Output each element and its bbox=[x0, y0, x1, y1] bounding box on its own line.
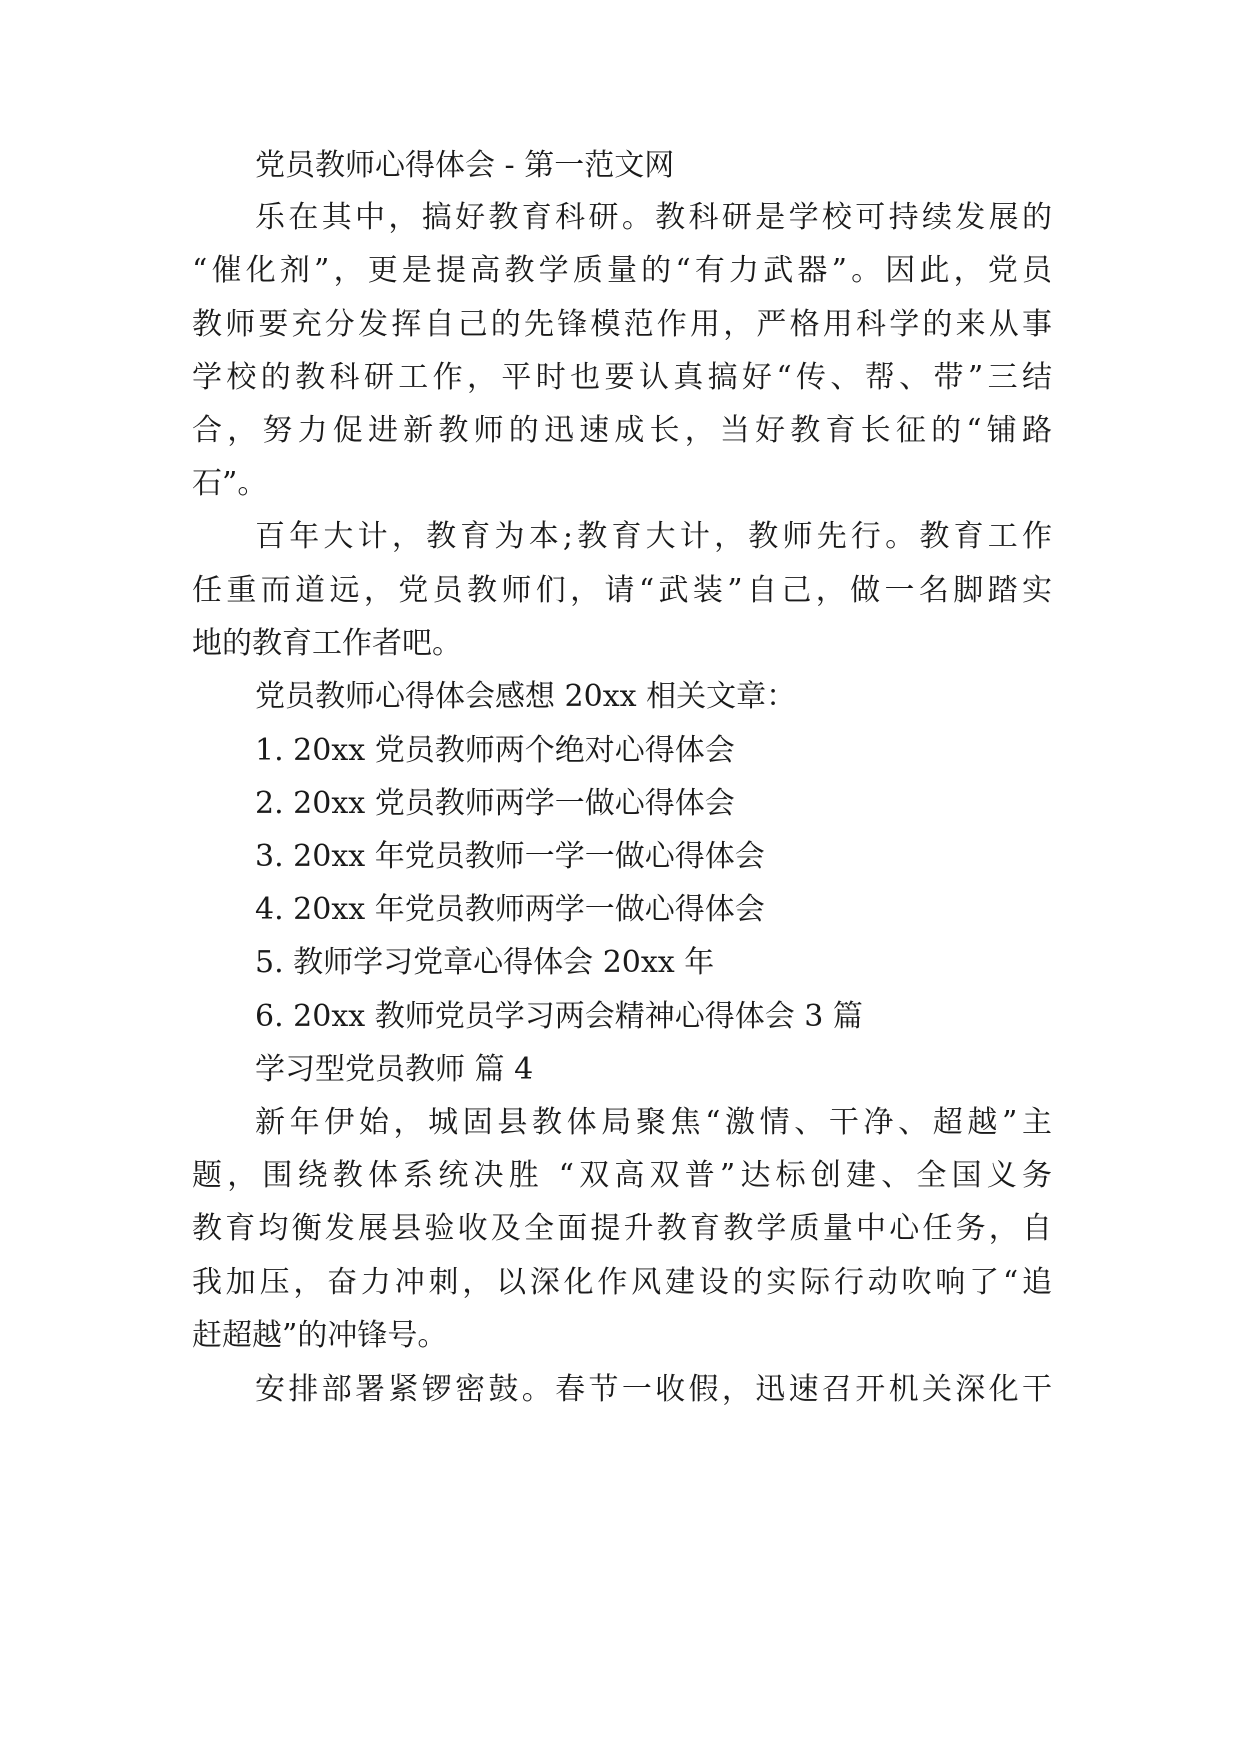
document-title: 党员教师心得体会 - 第一范文网 bbox=[255, 148, 675, 183]
paragraph-line: 赶超越”的冲锋号。 bbox=[192, 1318, 448, 1353]
paragraph-line: 教育均衡发展县验收及全面提升教育教学质量中心任务，自 bbox=[192, 1211, 1052, 1246]
paragraph-line: 新年伊始，城固县教体局聚焦“激情、干净、超越”主 bbox=[255, 1105, 1052, 1140]
paragraph-line: 乐在其中，搞好教育科研。教科研是学校可持续发展的 bbox=[255, 200, 1052, 235]
related-heading: 党员教师心得体会感想 20xx 相关文章： bbox=[255, 679, 797, 714]
paragraph-line: 教师要充分发挥自己的先锋模范作用，严格用科学的来从事 bbox=[192, 307, 1052, 342]
section-title: 学习型党员教师 篇 4 bbox=[255, 1052, 534, 1087]
paragraph-line: 我加压，奋力冲刺，以深化作风建设的实际行动吹响了“追 bbox=[192, 1265, 1052, 1300]
paragraph-line: 百年大计，教育为本;教育大计，教师先行。教育工作 bbox=[255, 519, 1052, 554]
related-article-item: 3. 20xx 年党员教师一学一做心得体会 bbox=[255, 839, 765, 874]
paragraph-line: 合，努力促进新教师的迅速成长，当好教育长征的“铺路 bbox=[192, 413, 1052, 448]
related-article-item: 1. 20xx 党员教师两个绝对心得体会 bbox=[255, 733, 735, 768]
related-article-item: 6. 20xx 教师党员学习两会精神心得体会 3 篇 bbox=[255, 999, 863, 1034]
paragraph-line: 安排部署紧锣密鼓。春节一收假，迅速召开机关深化干 bbox=[255, 1372, 1052, 1407]
paragraph-line: 题，围绕教体系统决胜 “双高双普”达标创建、全国义务 bbox=[192, 1158, 1052, 1193]
paragraph-line: 石”。 bbox=[192, 466, 268, 501]
paragraph-line: 地的教育工作者吧。 bbox=[192, 626, 462, 661]
related-article-item: 2. 20xx 党员教师两学一做心得体会 bbox=[255, 786, 735, 821]
related-article-item: 5. 教师学习党章心得体会 20xx 年 bbox=[255, 945, 715, 980]
paragraph-line: 学校的教科研工作，平时也要认真搞好“传、帮、带”三结 bbox=[192, 360, 1052, 395]
paragraph-line: “催化剂”，更是提高教学质量的“有力武器”。因此，党员 bbox=[192, 253, 1052, 288]
related-article-item: 4. 20xx 年党员教师两学一做心得体会 bbox=[255, 892, 765, 927]
paragraph-line: 任重而道远，党员教师们，请“武装”自己，做一名脚踏实 bbox=[192, 573, 1052, 608]
